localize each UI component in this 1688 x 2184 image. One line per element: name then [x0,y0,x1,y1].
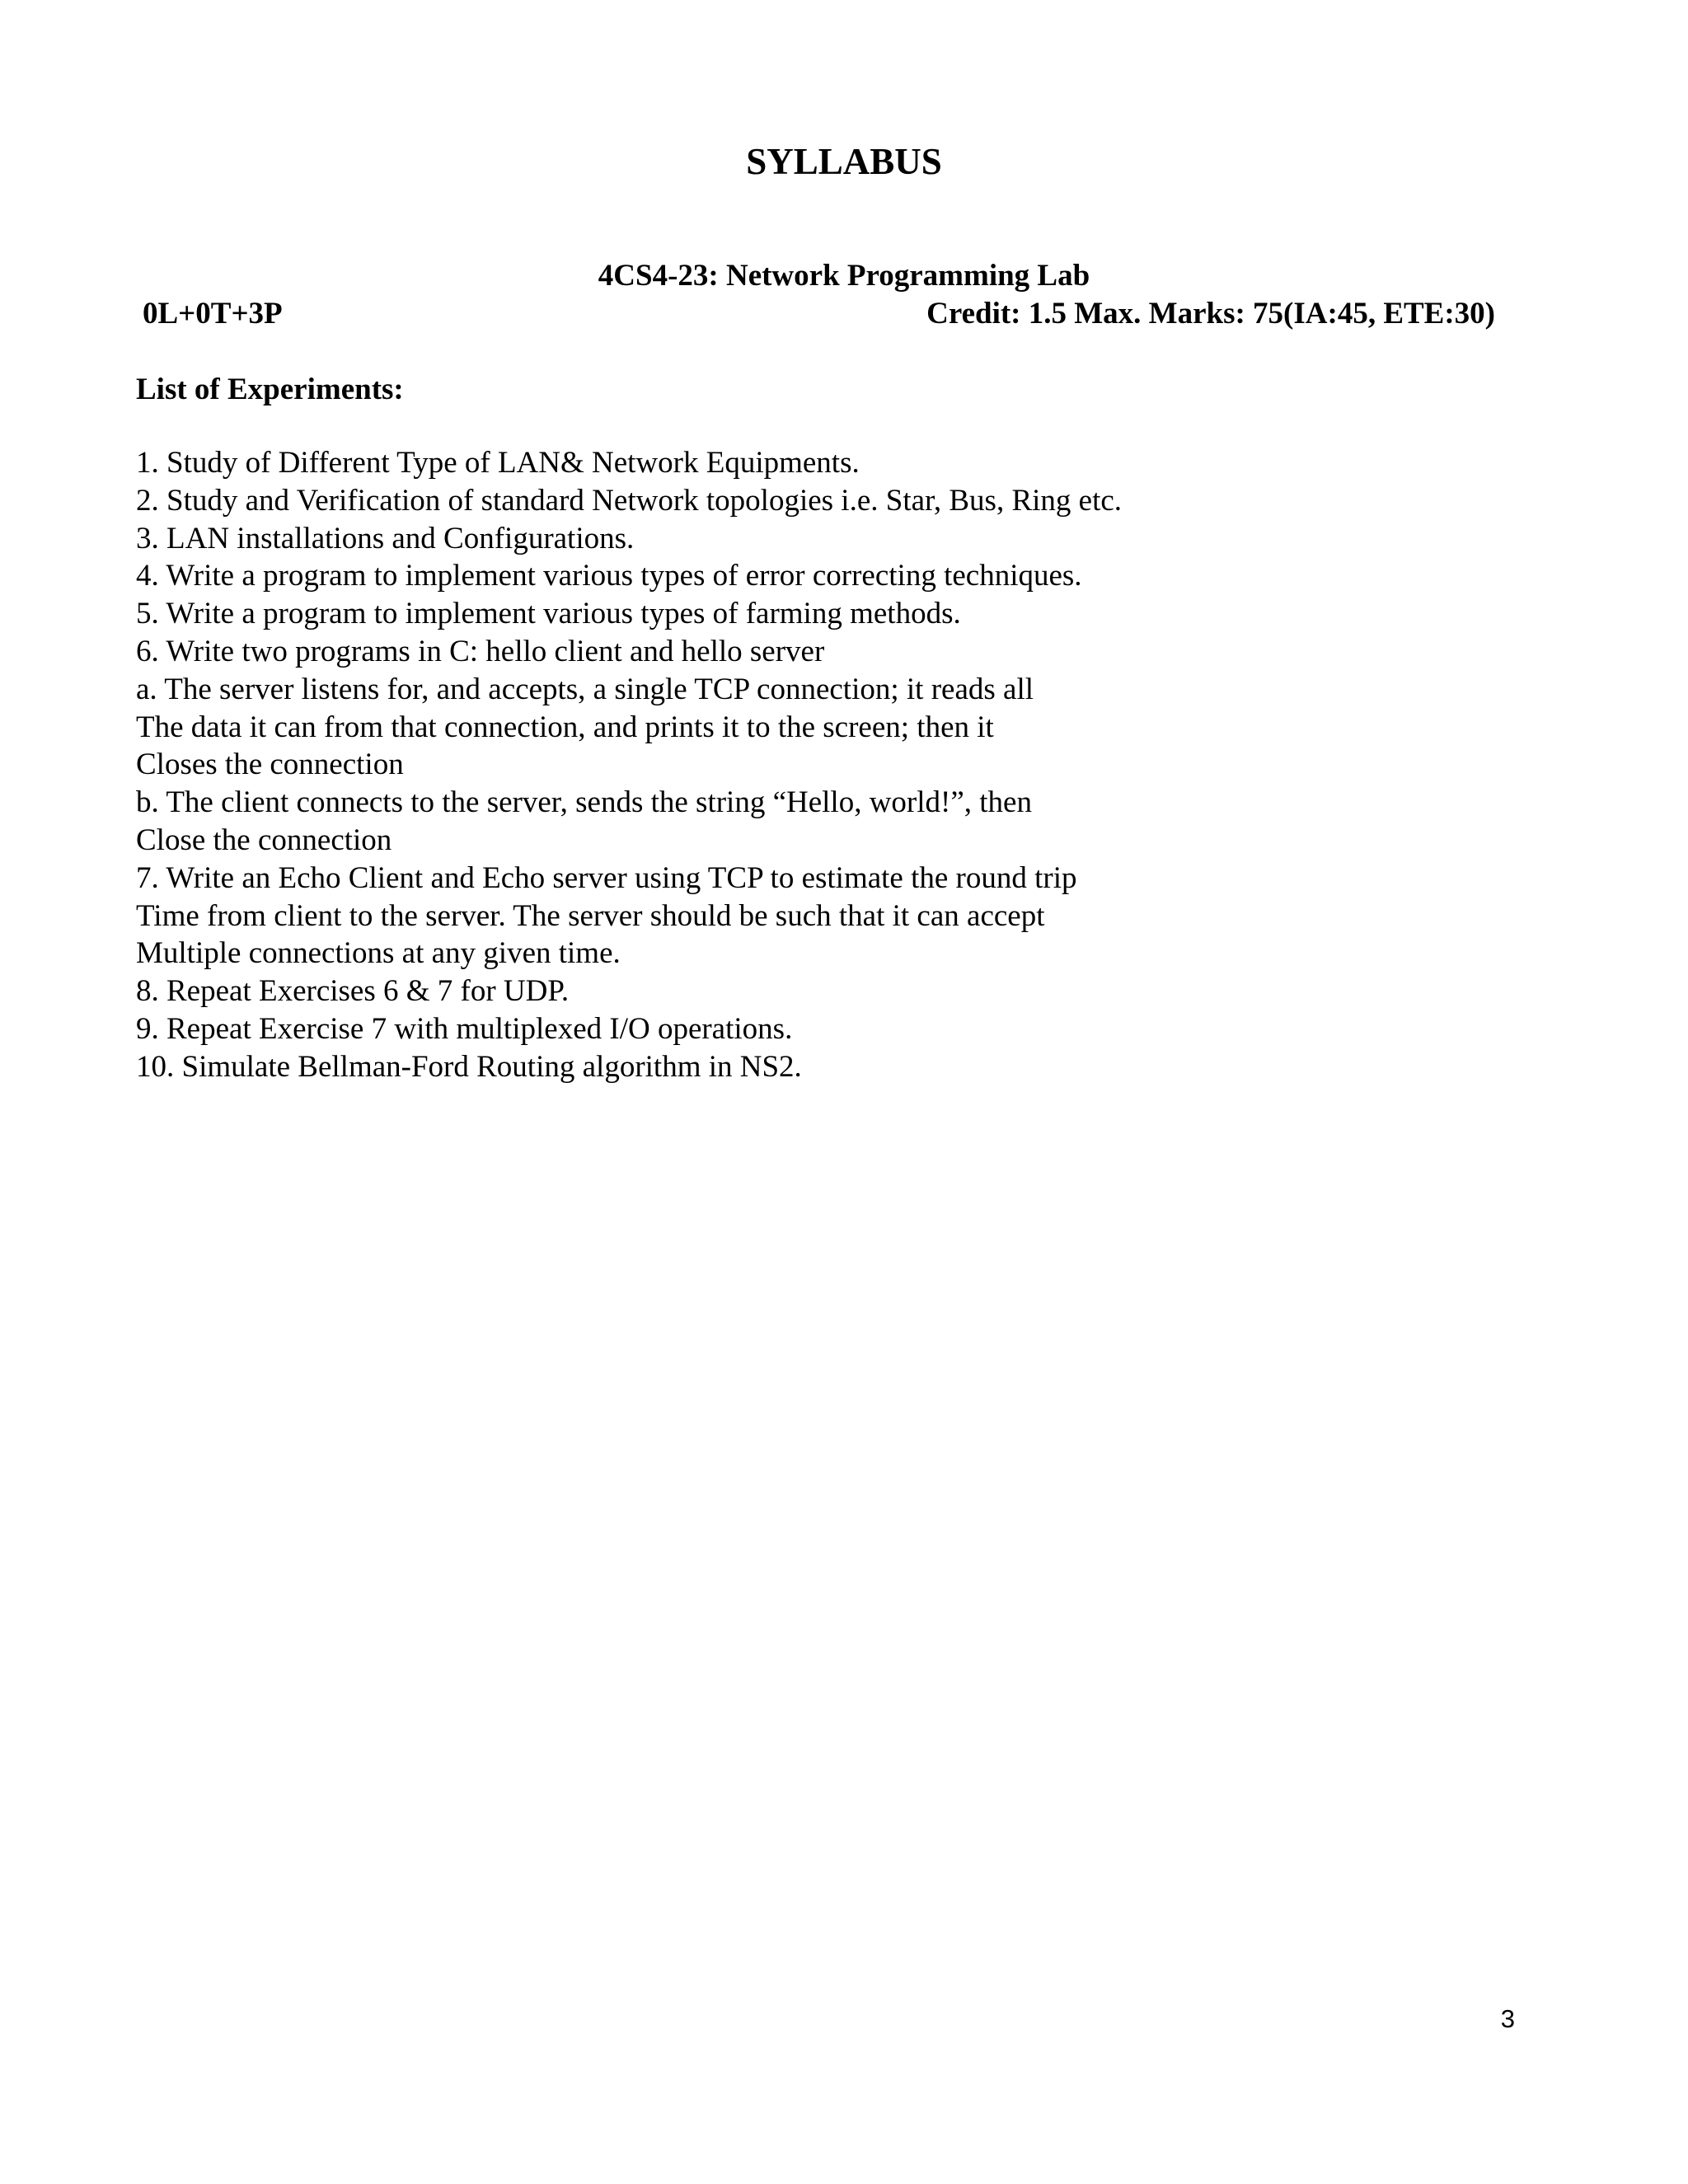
list-item: 10. Simulate Bellman-Ford Routing algorithm in NS2. [136,1049,802,1084]
list-item: The data it can from that connection, and prints it to the screen; then it [136,710,994,744]
list-item: Time from client to the server. The server should be such that it can accept [136,898,1045,933]
list-item: 5. Write a program to implement various types of farming methods. [136,597,961,631]
page-number: 3 [1500,2004,1515,2033]
ltp-structure: 0L+0T+3P [143,297,283,330]
list-item: 9. Repeat Exercise 7 with multiplexed I/O operations. [136,1011,793,1046]
list-item: Close the connection [136,823,392,857]
experiments-heading: List of Experiments: [136,373,404,406]
credit-marks: Credit: 1.5 Max. Marks: 75(IA:45, ETE:30) [926,297,1495,330]
list-item: Multiple connections at any given time. [136,936,621,971]
list-item: 4. Write a program to implement various types of error correcting techniques. [136,559,1082,593]
list-item: 1. Study of Different Type of LAN& Network Equipments. [136,446,860,480]
list-item: 3. LAN installations and Configurations. [136,521,635,555]
list-item: Closes the connection [136,748,404,782]
list-item: 7. Write an Echo Client and Echo server using TCP to estimate the round trip [136,860,1077,895]
list-item: 8. Repeat Exercises 6 & 7 for UDP. [136,974,570,1009]
list-item: 6. Write two programs in C: hello client and hello server [136,634,825,668]
list-item: 2. Study and Verification of standard Network topologies i.e. Star, Bus, Ring etc. [136,483,1123,518]
list-item: a. The server listens for, and accepts, a single TCP connection; it reads all [136,672,1034,706]
page-title: SYLLABUS [746,141,942,182]
list-item: b. The client connects to the server, sends the string “Hello, world!”, then [136,785,1032,820]
experiments-list [136,444,1122,1086]
course-title: 4CS4-23: Network Programming Lab [598,259,1090,293]
